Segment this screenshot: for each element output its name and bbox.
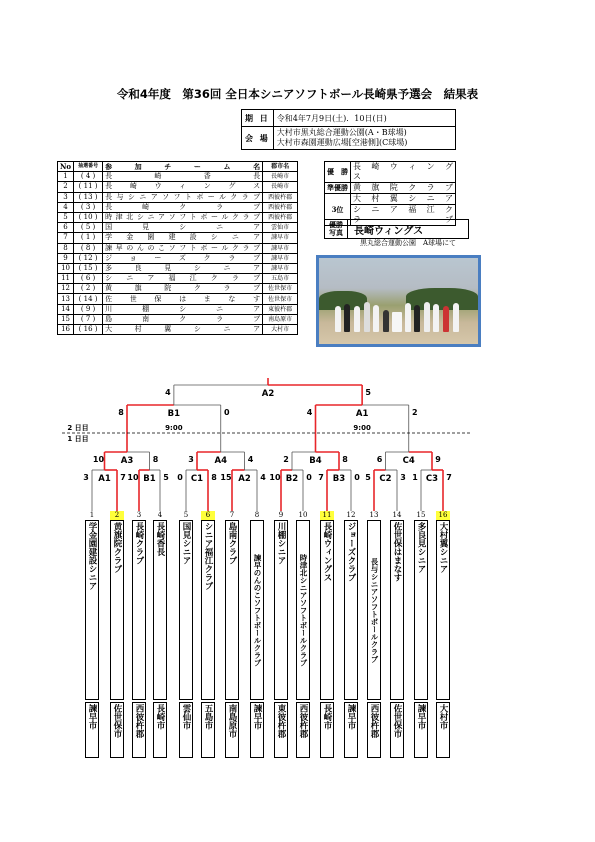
match-name: C2 [379,474,392,484]
team-draw: ( 13 ) [74,192,103,202]
team-no: 8 [58,243,74,253]
team-name: 黄 旗 院 ク ラ ブ [103,284,263,294]
team-row [58,274,298,284]
slot-city: 西彼杵郡 [132,702,146,758]
team-no: 15 [58,314,74,324]
match-name: B2 [285,474,299,484]
slot-team-name: ジョーズクラブ [344,520,358,700]
score-right: 0 [306,473,312,482]
slot-team-name: 黄旗院クラブ [110,520,124,700]
venue-line-1: 大村市黒丸総合運動公園(A・B球場) [276,128,407,137]
score-left: 0 [177,473,183,482]
result-row-runner-up [325,183,456,194]
slot-number: 13 [369,511,379,519]
result-label: 優 勝 [325,162,351,183]
match-name: A2 [261,389,275,399]
event-info-table [241,109,456,150]
slot-team-name: 長崎クラブ [132,520,146,700]
team-draw: ( 6 ) [74,274,103,284]
team-name: 長与シニアソフトボールクラブ [103,192,263,202]
winner-label: 優勝写真 [325,220,348,239]
team-draw: ( 15 ) [74,263,103,273]
team-city: 雲仙市 [263,223,298,233]
team-name: ジョーズクラブ [103,253,263,263]
day2-label: 2 日目 [67,424,89,432]
score-right: 8 [342,455,348,464]
slot-city: 西彼杵郡 [296,702,310,758]
header-team: 参 加 チ ー ム 名 [103,162,263,172]
results-table [324,161,461,226]
team-city: 佐世保市 [263,284,298,294]
slot-team-name: 長与シニアソフトボールクラブ [367,520,381,700]
slot-number: 2 [110,511,124,520]
slot-city: 諫早市 [250,702,264,758]
team-city: 西彼杵郡 [263,192,298,202]
slot-team-name: 長崎香長 [153,520,167,700]
score-left: 10 [269,473,281,482]
slot-city: 南島原市 [225,702,239,758]
slot-team-name: 川棚シニア [274,520,288,700]
score-right: 5 [163,473,169,482]
team-no: 1 [58,172,74,182]
score-right: 4 [247,455,254,464]
slot-city: 佐世保市 [390,702,404,758]
team-city: 諫早市 [263,243,298,253]
slot-number: 16 [436,511,450,520]
score-left: 8 [118,408,124,417]
header-draw: 抽選番号 [74,162,103,172]
team-no: 6 [58,223,74,233]
match-name: A1 [98,474,111,484]
score-right: 9 [435,455,441,464]
score-right: 7 [120,473,126,482]
team-no: 4 [58,202,74,212]
team-city: 東彼杵郡 [263,304,298,314]
match-name: B4 [309,456,322,466]
slot-number: 15 [416,511,426,519]
score-left: 10 [92,455,105,464]
slot-number: 5 [183,511,189,519]
slot-number: 1 [89,511,95,519]
team-row [58,304,298,314]
team-row [58,223,298,233]
slot-number: 9 [278,511,284,519]
team-row [58,192,298,202]
slot-city: 東彼杵郡 [274,702,288,758]
match-name: C4 [402,456,415,466]
winner-box [324,219,469,239]
slot-city: 佐世保市 [110,702,124,758]
team-name: 島 南 ク ラ ブ [103,314,263,324]
team-city: 諫早市 [263,253,298,263]
team-city: 佐世保市 [263,294,298,304]
team-draw: ( 4 ) [74,172,103,182]
result-team: シ ニ ア 福 江 ク ラ ブ [351,205,456,226]
match-name: A4 [214,456,227,466]
score-right: 7 [446,473,452,482]
slot-team-name: 国見シニア [179,520,193,700]
venue-label: 会 場 [242,127,274,150]
score-left: 2 [283,455,289,464]
team-city: 長崎市 [263,182,298,192]
team-row [58,233,298,243]
team-draw: ( 1 ) [74,233,103,243]
score-right: 5 [365,388,371,397]
team-row [58,243,298,253]
score-right: 8 [152,455,159,464]
team-row [58,284,298,294]
team-no: 14 [58,304,74,314]
match-time: 9:00 [165,424,183,432]
slot-team-name: 時津北シニアソフトボールクラブ [296,520,310,700]
slot-number: 8 [254,511,260,519]
result-label: 3位 [325,194,351,226]
team-row [58,182,298,192]
team-name: 大 村 翼 シ ニ ア [103,325,263,335]
team-draw: ( 3 ) [74,202,103,212]
team-name: 諫早のんのこソフトボールクラブ [103,243,263,253]
team-draw: ( 10 ) [74,212,103,222]
team-draw: ( 11 ) [74,182,103,192]
team-no: 3 [58,192,74,202]
slot-city: 諫早市 [85,702,99,758]
score-right: 3 [400,473,406,482]
score-left: 6 [376,455,383,464]
match-name: B1 [143,474,156,484]
team-city: 長崎市 [263,172,298,182]
result-team: 黄 旗 院 ク ラ ブ [351,183,456,194]
score-right: 0 [223,408,230,417]
team-city: 諫早市 [263,263,298,273]
team-no: 16 [58,325,74,335]
day1-label: 1 日目 [67,435,89,443]
team-no: 7 [58,233,74,243]
score-left: 5 [365,473,371,482]
score-left: 3 [188,455,194,464]
slot-team-name: シニア福江クラブ [201,520,215,700]
team-name: 佐 世 保 は ま な す [103,294,263,304]
header-no: No [58,162,74,172]
venue-line-2: 大村市森園運動広場[空港側](C球場) [276,138,408,147]
team-row [58,325,298,335]
slot-team-name: 佐世保はまなす [390,520,404,700]
slot-number: 14 [392,511,402,519]
team-row [58,172,298,182]
team-name: 国 見 シ ニ ア [103,223,263,233]
tournament-bracket [0,360,595,525]
team-city: 西彼杵郡 [263,202,298,212]
team-name: 川 棚 シ ニ ア [103,304,263,314]
photo-scene [319,258,478,344]
team-photo [316,255,481,347]
slot-number: 7 [229,511,235,519]
slot-city: 諫早市 [414,702,428,758]
team-city: 西彼杵郡 [263,212,298,222]
team-city: 大村市 [263,325,298,335]
team-no: 10 [58,263,74,273]
result-row-third-1 [325,194,456,205]
result-team: 大 村 翼 シ ニ ア [351,194,456,205]
slot-team-name: 諫早のんのこソフトボールクラブ [250,520,264,700]
team-city: 諫早市 [263,233,298,243]
date-label: 期 日 [242,110,274,127]
date-value: 令和4年7月9日(土)．10日(日) [273,110,455,127]
team-no: 12 [58,284,74,294]
team-draw: ( 16 ) [74,325,103,335]
slot-number: 6 [201,511,215,520]
team-name: 時津北シニアソフトボールクラブ [103,212,263,222]
team-city: 五島市 [263,274,298,284]
match-name: C1 [190,474,204,484]
team-row [58,212,298,222]
slot-team-name: 大村翼シニア [436,520,450,700]
match-name: B3 [332,474,346,484]
team-name: 多 良 見 シ ニ ア [103,263,263,273]
slot-city: 五島市 [201,702,215,758]
score-left: 15 [220,473,232,482]
slot-city: 西彼杵郡 [367,702,381,758]
team-draw: ( 12 ) [74,253,103,263]
result-team: 長 崎 ウ ィ ン グ ス [351,162,456,183]
match-name: A1 [355,409,369,419]
slot-number: 3 [136,511,142,519]
slot-team-name: 長崎ウィングス [320,520,334,700]
team-draw: ( 2 ) [74,284,103,294]
teams-header-row [58,162,298,172]
team-row [58,202,298,212]
score-left: 7 [318,473,324,482]
team-row [58,294,298,304]
page-title: 令和4年度 第36回 全日本シニアソフトボール長崎県予選会 結果表 [116,87,479,101]
result-row-champion [325,162,456,183]
score-right: 8 [211,473,217,482]
result-label: 準優勝 [325,183,351,194]
team-no: 5 [58,212,74,222]
match-name: A3 [120,456,134,466]
team-city: 南島原市 [263,314,298,324]
team-draw: ( 7 ) [74,314,103,324]
slot-city: 大村市 [436,702,450,758]
header-city: 郡市名 [263,162,298,172]
team-name: 学 金 園 建 設 シ ニ ア [103,233,263,243]
score-right: 2 [411,408,418,417]
match-name: B1 [167,409,181,419]
team-name: 長 崎 ク ラ ブ [103,202,263,212]
match-time: 9:00 [353,424,371,432]
match-name: A2 [238,474,251,484]
slot-number: 10 [298,511,308,519]
team-no: 9 [58,253,74,263]
score-left: 4 [165,388,171,397]
team-name: 長崎ウィングス [103,182,263,192]
team-name: シニア福江クラブ [103,274,263,284]
score-left: 4 [306,408,313,417]
score-left: 1 [412,473,418,482]
slot-team-name: 多良見シニア [414,520,428,700]
team-row [58,253,298,263]
match-name: C3 [425,474,439,484]
winner-caption: 黒丸総合運動公園 A球場にて [360,239,457,247]
team-draw: ( 5 ) [74,223,103,233]
team-no: 11 [58,274,74,284]
team-no: 2 [58,182,74,192]
slot-number: 4 [157,511,163,519]
team-draw: ( 9 ) [74,304,103,314]
team-row [58,263,298,273]
score-left: 10 [127,473,139,482]
slot-city: 長崎市 [153,702,167,758]
score-left: 3 [83,473,89,482]
slot-city: 雲仙市 [179,702,193,758]
team-draw: ( 14 ) [74,294,103,304]
team-row [58,314,298,324]
score-right: 4 [260,473,266,482]
venue-value [273,127,455,150]
team-no: 13 [58,294,74,304]
slot-team-name: 学金園建設シニア [85,520,99,700]
score-right: 0 [354,473,360,482]
slot-number: 11 [320,511,334,520]
team-draw: ( 8 ) [74,243,103,253]
slot-number: 12 [346,511,356,519]
teams-table [57,161,298,335]
slot-team-name: 島南クラブ [225,520,239,700]
slot-city: 長崎市 [320,702,334,758]
slot-city: 諫早市 [344,702,358,758]
team-name: 長 崎 香 長 [103,172,263,182]
winner-team: 長崎ウィングス [348,220,469,239]
